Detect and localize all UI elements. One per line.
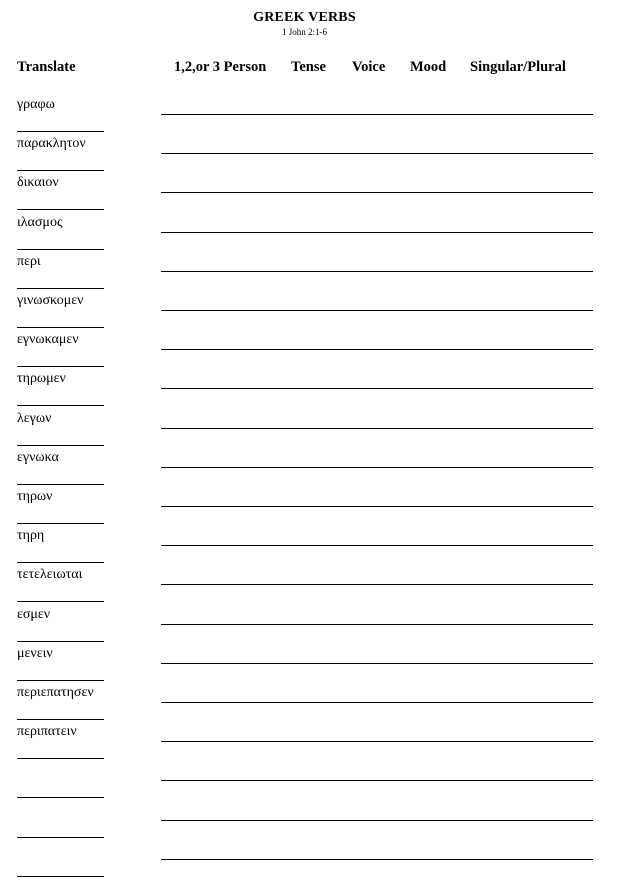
answer-blank-line[interactable]: [161, 349, 593, 350]
header-tense: Tense: [291, 59, 326, 75]
greek-word: δικαιον: [17, 175, 59, 190]
answer-blank-line[interactable]: [161, 780, 593, 781]
translate-blank-line[interactable]: [17, 445, 104, 446]
header-person: 1,2,or 3 Person: [174, 59, 267, 75]
greek-word: εγνωκα: [17, 450, 59, 465]
translate-blank-line[interactable]: [17, 797, 104, 798]
greek-word: τηρων: [17, 489, 53, 504]
answer-blank-line[interactable]: [161, 153, 593, 154]
greek-word: λεγων: [17, 411, 52, 426]
header-mood: Mood: [410, 59, 447, 75]
translate-blank-line[interactable]: [17, 209, 104, 210]
greek-word: τηρη: [17, 528, 45, 543]
answer-blank-line[interactable]: [161, 702, 593, 703]
translate-blank-line[interactable]: [17, 405, 104, 406]
answer-blank-line[interactable]: [161, 624, 593, 625]
answer-blank-line[interactable]: [161, 506, 593, 507]
greek-word: παρακλητον: [17, 136, 86, 151]
header-singular-plural: Singular/Plural: [470, 59, 566, 75]
answer-blank-line[interactable]: [161, 428, 593, 429]
header-voice: Voice: [352, 59, 386, 75]
answer-blank-line[interactable]: [161, 232, 593, 233]
answer-blank-line[interactable]: [161, 859, 593, 860]
worksheet-title: GREEK VERBS: [253, 10, 356, 25]
greek-word: γραφω: [17, 97, 55, 112]
greek-word: εσμεν: [17, 607, 51, 622]
answer-blank-line[interactable]: [161, 192, 593, 193]
answer-blank-line[interactable]: [161, 114, 593, 115]
translate-blank-line[interactable]: [17, 641, 104, 642]
translate-blank-line[interactable]: [17, 327, 104, 328]
translate-blank-line[interactable]: [17, 523, 104, 524]
translate-blank-line[interactable]: [17, 249, 104, 250]
greek-word: τετελειωται: [17, 567, 83, 582]
answer-blank-line[interactable]: [161, 271, 593, 272]
greek-word: περιπατειν: [17, 724, 77, 739]
answer-blank-line[interactable]: [161, 545, 593, 546]
greek-word: γινωσκομεν: [17, 293, 84, 308]
answer-blank-line[interactable]: [161, 584, 593, 585]
translate-blank-line[interactable]: [17, 719, 104, 720]
translate-blank-line[interactable]: [17, 484, 104, 485]
translate-blank-line[interactable]: [17, 288, 104, 289]
translate-blank-line[interactable]: [17, 170, 104, 171]
translate-blank-line[interactable]: [17, 758, 104, 759]
translate-blank-line[interactable]: [17, 680, 104, 681]
translate-blank-line[interactable]: [17, 131, 104, 132]
answer-blank-line[interactable]: [161, 663, 593, 664]
greek-word: ιλασμος: [17, 215, 63, 230]
translate-blank-line[interactable]: [17, 562, 104, 563]
translate-blank-line[interactable]: [17, 601, 104, 602]
translate-blank-line[interactable]: [17, 876, 104, 877]
greek-word: μενειν: [17, 646, 53, 661]
answer-blank-line[interactable]: [161, 467, 593, 468]
greek-word: τηρωμεν: [17, 371, 66, 386]
greek-word: εγνωκαμεν: [17, 332, 79, 347]
greek-word: περι: [17, 254, 41, 269]
answer-blank-line[interactable]: [161, 741, 593, 742]
translate-blank-line[interactable]: [17, 837, 104, 838]
worksheet-subtitle: 1 John 2:1-6: [282, 27, 327, 37]
answer-blank-line[interactable]: [161, 310, 593, 311]
answer-blank-line[interactable]: [161, 820, 593, 821]
header-translate: Translate: [17, 59, 76, 75]
translate-blank-line[interactable]: [17, 366, 104, 367]
greek-word: περιεπατησεν: [17, 685, 94, 700]
answer-blank-line[interactable]: [161, 388, 593, 389]
